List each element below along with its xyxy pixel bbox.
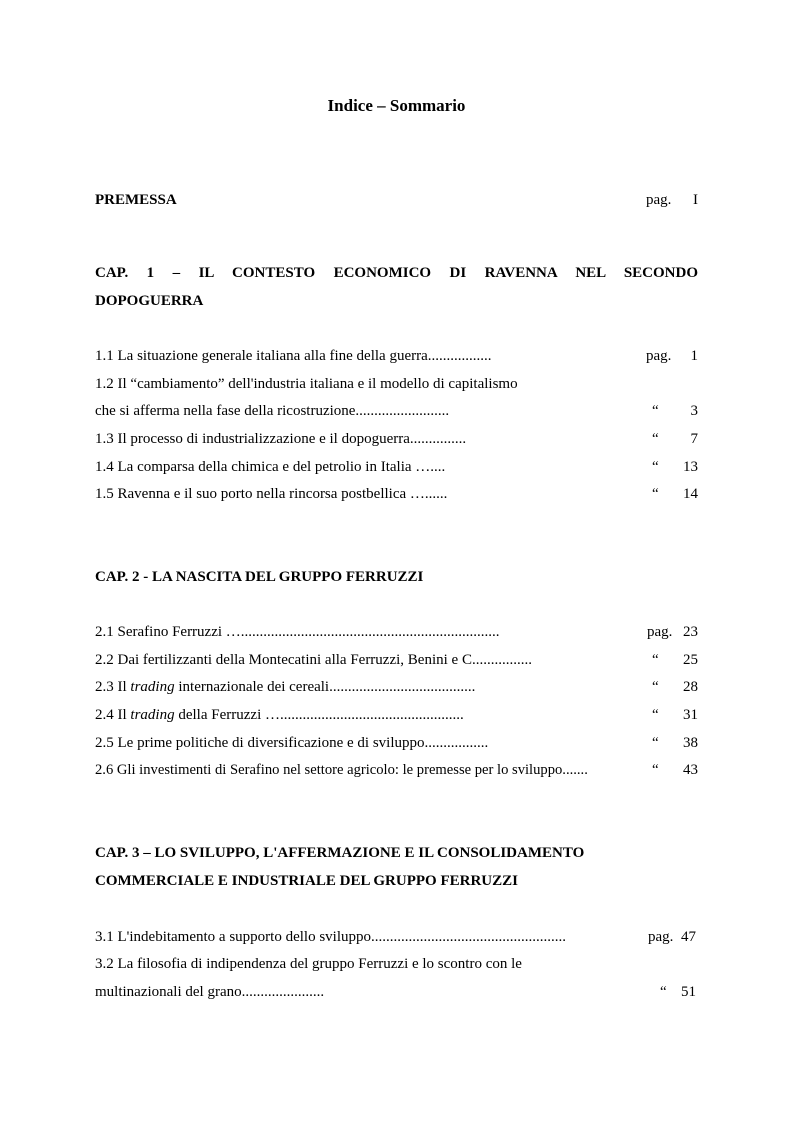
entry-title: 1.5 Ravenna e il suo porto nella rincorsa postbellica …...... [95, 486, 448, 502]
chapter-1-heading-line-2: DOPOGUERRA [95, 293, 204, 309]
entry-page-prefix: pag. [647, 624, 673, 640]
entry-page-number: 23 [683, 624, 698, 640]
toc-entry-premessa [95, 190, 698, 210]
entry-title: 3.1 L'indebitamento a supporto dello sviluppo.................................................... [95, 929, 566, 945]
entry-page-prefix: pag. [646, 348, 672, 364]
chapter-2-heading: CAP. 2 - LA NASCITA DEL GRUPPO FERRUZZI [95, 569, 424, 585]
page-title: Indice – Sommario [327, 96, 466, 115]
toc-entry [95, 760, 698, 780]
entry-page-prefix: pag. [648, 929, 674, 945]
toc-entry [95, 650, 698, 670]
entry-page-number: 43 [683, 762, 698, 778]
entry-title: 1.4 La comparsa della chimica e del petrolio in Italia ….... [95, 459, 446, 475]
toc-entry [95, 927, 698, 947]
entry-title: 1.2 Il “cambiamento” dell'industria italiana e il modello di capitalismo [95, 376, 518, 392]
toc-entry [95, 622, 698, 642]
entry-page-prefix: “ [652, 707, 659, 723]
entry-title: 1.1 La situazione generale italiana alla fine della guerra................. [95, 348, 492, 364]
entry-title: che si afferma nella fase della ricostruzione......................... [95, 403, 450, 419]
entry-title: 1.3 Il processo di industrializzazione e il dopoguerra............... [95, 431, 467, 447]
entry-page-prefix: “ [652, 486, 659, 502]
entry-title: 2.4 Il trading della Ferruzzi …................................................. [95, 707, 464, 723]
toc-entry [95, 982, 698, 1002]
toc-entry [95, 733, 698, 753]
entry-page-number: 3 [690, 403, 698, 419]
entry-page-prefix: “ [652, 652, 659, 668]
toc-entry [95, 457, 698, 477]
entry-title: 2.5 Le prime politiche di diversificazione e di sviluppo................. [95, 735, 489, 751]
entry-page-number: 38 [683, 735, 698, 751]
entry-page-number: 25 [683, 652, 698, 668]
toc-entry [95, 484, 698, 504]
toc-entry [95, 374, 698, 394]
entry-page-number: 31 [683, 707, 698, 723]
entry-title: 2.6 Gli investimenti di Serafino nel settore agricolo: le premesse per lo sviluppo....... [95, 762, 588, 778]
toc-entry [95, 429, 698, 449]
entry-title: 2.2 Dai fertilizzanti della Montecatini alla Ferruzzi, Benini e C................ [95, 652, 532, 668]
chapter-3-heading-line-1: CAP. 3 – LO SVILUPPO, L'AFFERMAZIONE E IL CONSOLIDAMENTO [95, 845, 585, 861]
entry-page-number: 28 [683, 679, 698, 695]
toc-entry [95, 677, 698, 697]
entry-page-prefix: “ [652, 403, 659, 419]
entry-page-prefix: “ [652, 679, 659, 695]
entry-page-number: 1 [690, 348, 698, 364]
entry-page-prefix: “ [652, 459, 659, 475]
entry-title: 2.1 Serafino Ferruzzi …..................................................................... [95, 624, 500, 640]
entry-title: multinazionali del grano...................... [95, 984, 325, 1000]
entry-page-prefix: “ [652, 735, 659, 751]
entry-page-number: 51 [681, 984, 696, 1000]
toc-entry [95, 954, 698, 974]
premessa-page-prefix: pag. [646, 192, 672, 208]
chapter-3-heading-line-2: COMMERCIALE E INDUSTRIALE DEL GRUPPO FERRUZZI [95, 873, 518, 889]
entry-page-prefix: “ [660, 984, 667, 1000]
premessa-page-number: I [693, 192, 698, 208]
entry-title: 3.2 La filosofia di indipendenza del gruppo Ferruzzi e lo scontro con le [95, 956, 522, 972]
toc-entry [95, 401, 698, 421]
entry-page-prefix: “ [652, 762, 659, 778]
entry-page-prefix: “ [652, 431, 659, 447]
chapter-1-heading-line-1: CAP. 1 – IL CONTESTO ECONOMICO DI RAVENNA NEL SECONDO [95, 265, 698, 281]
entry-page-number: 47 [681, 929, 696, 945]
entry-page-number: 7 [690, 431, 698, 447]
entry-page-number: 13 [683, 459, 698, 475]
toc-entry [95, 346, 698, 366]
premessa-label: PREMESSA [95, 192, 177, 208]
toc-entry [95, 705, 698, 725]
entry-title: 2.3 Il trading internazionale dei cereali....................................... [95, 679, 476, 695]
entry-page-number: 14 [683, 486, 698, 502]
